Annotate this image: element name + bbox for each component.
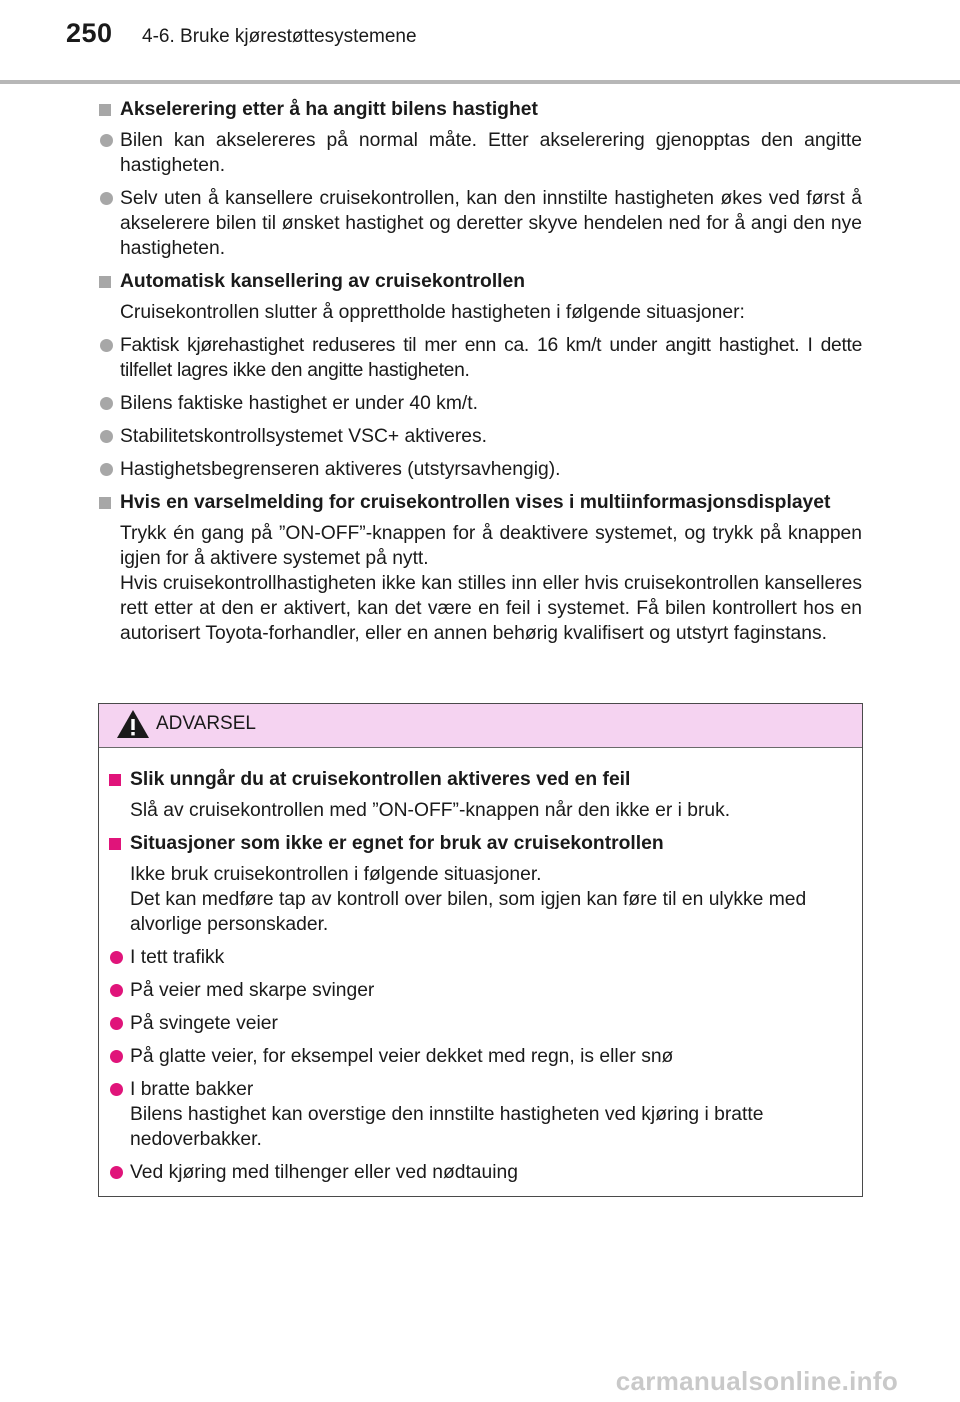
square-bullet-icon bbox=[99, 497, 111, 509]
round-bullet-icon bbox=[100, 192, 113, 205]
warning-body bbox=[99, 748, 862, 1185]
paragraph-text: Hvis cruisekontrollhastigheten ikke kan stilles inn eller hvis cruisekontrollen kanselleres rett etter at den er aktivert, kan det være en feil i systemet. Få bilen kontrollert hos en autorisert Toyota-forhandler, eller en annen behørig kvalifisert og utstyrt faginstans. bbox=[120, 573, 862, 644]
round-bullet-icon bbox=[100, 134, 113, 147]
list-item-note: Bilens hastighet kan overstige den innstilte hastigheten ved kjøring i bratte nedoverbakker. bbox=[130, 1104, 764, 1150]
section-title-warning-message bbox=[98, 490, 862, 515]
list-item bbox=[98, 186, 862, 261]
header-divider bbox=[0, 80, 960, 84]
section-title-text: Akselerering etter å ha angitt bilens hastighet bbox=[120, 99, 538, 120]
list-item-text: Bilens faktiske hastighet er under 40 km/t. bbox=[120, 393, 478, 414]
round-bullet-icon bbox=[110, 951, 123, 964]
list-item-text: Bilen kan akselereres på normal måte. Etter akselerering gjenopptas den angitte hastigheten. bbox=[120, 130, 862, 176]
paragraph-text: Trykk én gang på ”ON-OFF”-knappen for å deaktivere systemet, og trykk på knappen igjen for å aktivere systemet på nytt. bbox=[120, 523, 862, 569]
round-bullet-icon bbox=[110, 1083, 123, 1096]
round-bullet-icon bbox=[100, 339, 113, 352]
list-item bbox=[98, 391, 862, 416]
list-item-text: På svingete veier bbox=[130, 1013, 278, 1034]
list-item bbox=[108, 945, 852, 970]
chapter-title: 4-6. Bruke kjørestøttesystemene bbox=[142, 26, 417, 47]
paragraph-text: Slå av cruisekontrollen med ”ON-OFF”-knappen når den ikke er i bruk. bbox=[130, 800, 731, 821]
round-bullet-icon bbox=[100, 397, 113, 410]
list-item bbox=[108, 1160, 852, 1185]
paragraph bbox=[108, 798, 852, 823]
round-bullet-icon bbox=[110, 1166, 123, 1179]
warning-triangle-icon bbox=[116, 708, 150, 740]
list-item bbox=[108, 1077, 852, 1152]
list-item bbox=[108, 1011, 852, 1036]
list-item-text: Faktisk kjørehastighet reduseres til mer enn ca. 16 km/t under angitt hastighet. I dette tilfellet lagres ikke den angitte hastigheten. bbox=[120, 335, 862, 381]
round-bullet-icon bbox=[110, 1050, 123, 1063]
paragraph bbox=[98, 521, 862, 646]
list-item-text: På glatte veier, for eksempel veier dekket med regn, is eller snø bbox=[130, 1046, 674, 1067]
list-item bbox=[98, 457, 862, 482]
page-number: 250 bbox=[66, 18, 113, 48]
square-bullet-icon bbox=[109, 774, 121, 786]
list-item bbox=[98, 333, 862, 383]
list-item-text: På veier med skarpe svinger bbox=[130, 980, 375, 1001]
list-item-text: Ved kjøring med tilhenger eller ved nødtauing bbox=[130, 1162, 518, 1183]
paragraph-text: Cruisekontrollen slutter å opprettholde hastigheten i følgende situasjoner: bbox=[120, 302, 745, 323]
list-item-text: Stabilitetskontrollsystemet VSC+ aktiveres. bbox=[120, 426, 488, 447]
round-bullet-icon bbox=[100, 430, 113, 443]
paragraph-text: Ikke bruk cruisekontrollen i følgende situasjoner. bbox=[130, 864, 542, 885]
square-bullet-icon bbox=[99, 276, 111, 288]
paragraph bbox=[108, 862, 852, 937]
warning-header bbox=[99, 704, 862, 748]
square-bullet-icon bbox=[109, 838, 121, 850]
square-bullet-icon bbox=[99, 104, 111, 116]
list-item-text: I tett trafikk bbox=[130, 947, 225, 968]
paragraph bbox=[98, 300, 862, 325]
warning-label: ADVARSEL bbox=[156, 713, 256, 734]
list-item-text: Selv uten å kansellere cruisekontrollen, kan den innstilte hastigheten økes ved først å akselerere bilen til ønsket hastighet og deretter skyve hendelen ned for å angi den nye hastigheten. bbox=[120, 188, 862, 259]
list-item bbox=[108, 1044, 852, 1069]
section-title-text: Automatisk kansellering av cruisekontrollen bbox=[120, 271, 526, 292]
section-title-text: Situasjoner som ikke er egnet for bruk av cruisekontrollen bbox=[130, 833, 664, 854]
round-bullet-icon bbox=[110, 1017, 123, 1030]
section-title-auto-cancel bbox=[98, 269, 862, 294]
warning-section-title-unsuitable bbox=[108, 831, 852, 856]
round-bullet-icon bbox=[100, 463, 113, 476]
footer-watermark: carmanualsonline.info bbox=[615, 1366, 898, 1396]
section-title-acceleration bbox=[98, 97, 862, 122]
warning-box bbox=[98, 703, 863, 1197]
main-content bbox=[98, 97, 862, 654]
list-item-text: Hastighetsbegrenseren aktiveres (utstyrsavhengig). bbox=[120, 459, 561, 480]
section-title-text: Hvis en varselmelding for cruisekontrollen vises i multiinformasjonsdisplayet bbox=[120, 492, 831, 513]
list-item bbox=[108, 978, 852, 1003]
section-title-text: Slik unngår du at cruisekontrollen aktiveres ved en feil bbox=[130, 769, 631, 790]
list-item bbox=[98, 424, 862, 449]
list-item-text: I bratte bakker bbox=[130, 1079, 254, 1100]
warning-section-title-prevent bbox=[108, 767, 852, 792]
list-item bbox=[98, 128, 862, 178]
round-bullet-icon bbox=[110, 984, 123, 997]
paragraph-text: Det kan medføre tap av kontroll over bilen, som igjen kan føre til en ulykke med alvorlige personskader. bbox=[130, 889, 807, 935]
